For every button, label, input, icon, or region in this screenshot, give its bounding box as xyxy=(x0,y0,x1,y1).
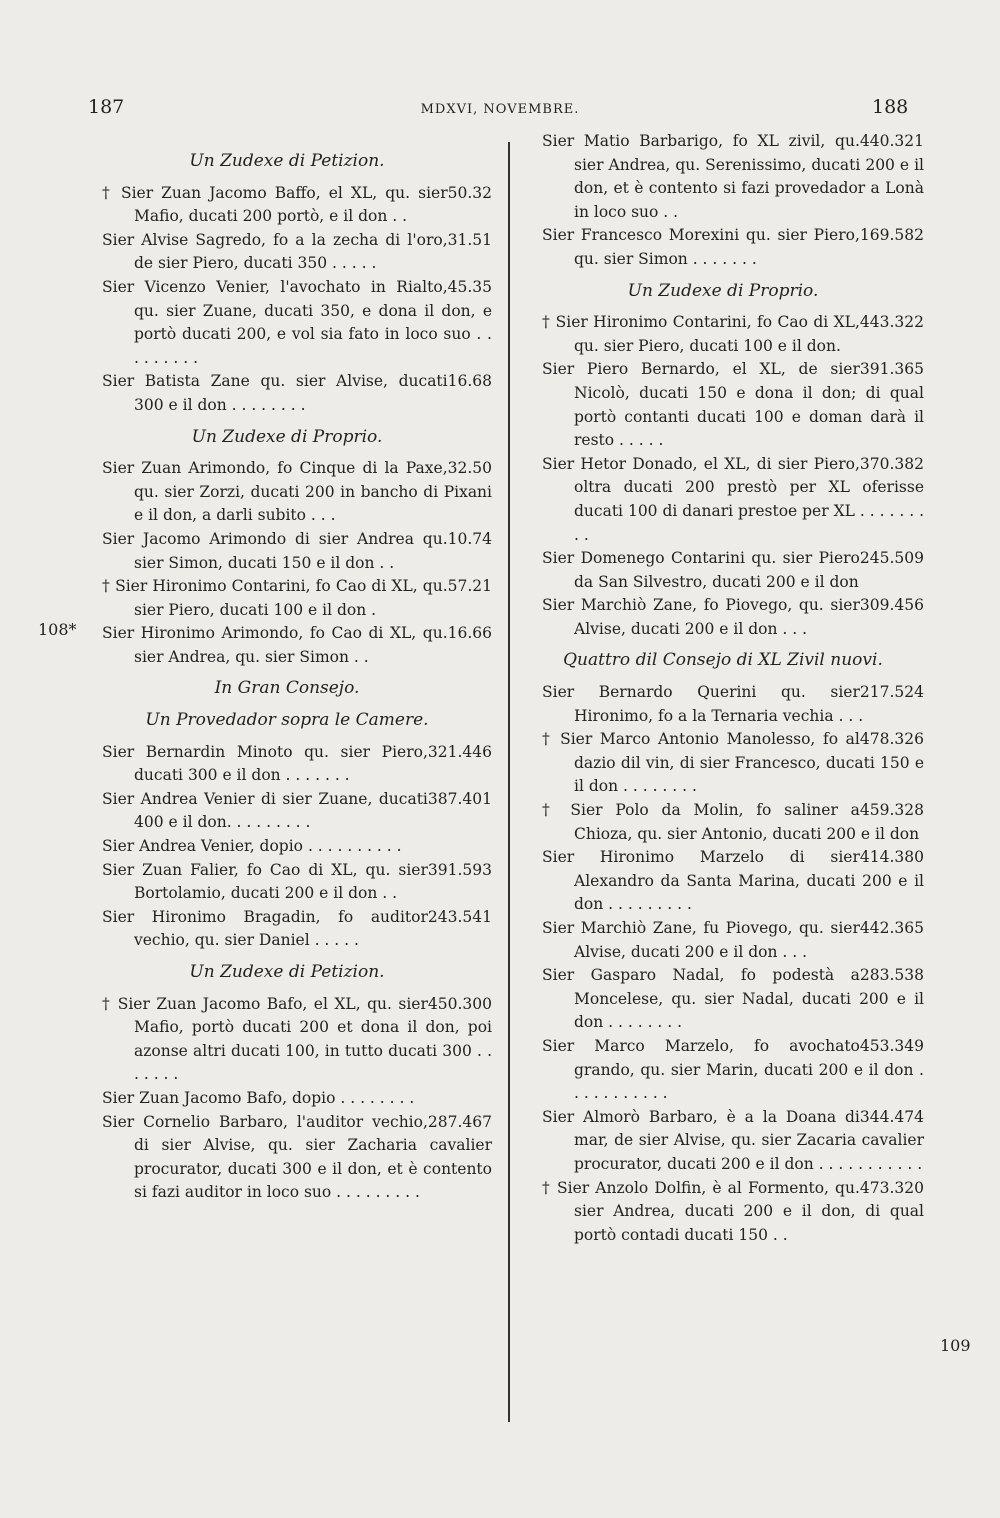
entry-text: Sier Matio Barbarigo, fo XL zivil, qu. sier Andrea, qu. Serenissimo, ducati 200 e il don, et è contento si fazi provedador a Lonà in loco suo . . xyxy=(542,132,924,221)
vote-count: 443.322 xyxy=(859,313,924,332)
election-entry xyxy=(522,799,924,846)
entry-text: Sier Piero Bernardo, el XL, de sier Nicolò, ducati 150 e dona il don; di qual portò contanti ducati 100 e doman darà il resto . . . . . xyxy=(542,360,924,450)
entry-text: Sier Jacomo Arimondo di sier Andrea qu. sier Simon, ducati 150 e il don . . xyxy=(102,529,448,572)
right-page-number: 188 xyxy=(872,96,909,118)
election-entry xyxy=(522,311,924,358)
entry-text: Sier Marco Marzelo, fo avochato grando, qu. sier Marin, ducati 200 e il don . . . . . . . . . . . xyxy=(542,1036,924,1103)
left-margin-ref: 108* xyxy=(38,620,77,639)
election-entry xyxy=(522,358,924,452)
entry-text: Sier Andrea Venier di sier Zuane, ducati 400 e il don. . . . . . . . . xyxy=(102,789,428,832)
election-entry xyxy=(82,370,492,417)
vote-count: 344.474 xyxy=(859,1107,924,1126)
election-entry xyxy=(82,788,492,835)
election-entry xyxy=(522,547,924,594)
section-heading: In Gran Consejo. xyxy=(214,678,360,699)
vote-count: 321.446 xyxy=(427,742,492,761)
election-entry xyxy=(82,457,492,528)
entry-text: † Sier Hironimo Contarini, fo Cao di XL, qu. sier Piero, ducati 100 e il don . xyxy=(102,577,448,619)
vote-count: 243.541 xyxy=(427,907,492,926)
election-entry xyxy=(522,728,924,799)
election-entry xyxy=(82,993,492,1087)
entry-text: Sier Domenego Contarini qu. sier Piero da San Silvestro, ducati 200 e il don xyxy=(542,549,860,591)
left-column xyxy=(82,142,492,1205)
election-entry xyxy=(522,964,924,1035)
vote-count: 10.74 xyxy=(447,529,492,548)
election-entry xyxy=(82,276,492,370)
vote-count: 32.50 xyxy=(447,459,492,478)
entry-text: Sier Bernardin Minoto qu. sier Piero, ducati 300 e il don . . . . . . . xyxy=(102,742,428,785)
entry-text: Sier Almorò Barbaro, è a la Doana di mar, de sier Alvise, qu. sier Zacaria cavalier procurator, ducati 200 e il don . . . . . . . . . . . xyxy=(542,1107,924,1173)
election-entry xyxy=(522,681,924,728)
vote-count: 16.66 xyxy=(447,624,492,643)
vote-count: 283.538 xyxy=(859,966,924,985)
entry-text: Sier Hironimo Arimondo, fo Cao di XL, qu. sier Andrea, qu. sier Simon . . xyxy=(102,624,448,666)
entry-text: † Sier Marco Antonio Manolesso, fo al dazio dil vin, di sier Francesco, ducati 150 e il don . . . . . . . . xyxy=(542,730,924,796)
left-page-number: 187 xyxy=(88,96,125,118)
entry-text: † Sier Zuan Jacomo Baffo, el XL, qu. sier Mafio, ducati 200 portò, e il don . . xyxy=(102,183,448,226)
vote-count: 245.509 xyxy=(859,549,924,568)
election-entry xyxy=(82,835,492,859)
entry-text: † Sier Polo da Molin, fo saliner a Chioza, qu. sier Antonio, ducati 200 e il don xyxy=(542,801,920,843)
entry-text: Sier Zuan Jacomo Bafo, dopio . . . . . . . . xyxy=(102,1088,415,1107)
vote-count: 391.593 xyxy=(427,860,492,879)
vote-count: 31.51 xyxy=(447,230,492,249)
vote-count: 478.326 xyxy=(859,730,924,749)
entry-text: Sier Zuan Falier, fo Cao di XL, qu. sier Bortolamio, ducati 200 e il don . . xyxy=(102,860,428,903)
election-entry xyxy=(82,229,492,276)
entry-text: † Sier Zuan Jacomo Bafo, el XL, qu. sier Mafio, portò ducati 200 et dona il don, poi azonse altri ducati 100, in tutto ducati 300 . . . . . . . xyxy=(102,994,492,1084)
entry-text: Sier Francesco Morexini qu. sier Piero, qu. sier Simon . . . . . . . xyxy=(542,226,860,268)
election-entry xyxy=(522,917,924,964)
vote-count: 169.582 xyxy=(859,226,924,245)
entry-text: Sier Batista Zane qu. sier Alvise, ducati 300 e il don . . . . . . . . xyxy=(102,372,448,414)
vote-count: 442.365 xyxy=(859,919,924,937)
election-entry xyxy=(82,575,492,622)
election-entry xyxy=(82,1087,492,1111)
entry-text: Sier Hironimo Marzelo di sier Alexandro da Santa Marina, ducati 200 e il don . . . . . . . . . xyxy=(542,848,924,914)
running-title: MDXVI, NOVEMBRE. xyxy=(420,102,580,117)
vote-count: 309.456 xyxy=(859,596,924,615)
vote-count: 45.35 xyxy=(447,277,492,296)
vote-count: 459.328 xyxy=(859,801,924,820)
entry-text: Sier Cornelio Barbaro, l'auditor vechio, di sier Alvise, qu. sier Zacharia cavalier procurator, ducati 300 e il don, et è contento si fazi auditor in loco suo . . . . . . . . . xyxy=(102,1112,492,1202)
vote-count: 370.382 xyxy=(859,454,924,473)
election-entry xyxy=(522,1106,924,1177)
vote-count: 414.380 xyxy=(859,848,924,867)
election-entry xyxy=(82,528,492,575)
vote-count: 387.401 xyxy=(427,789,492,808)
entry-text: † Sier Anzolo Dolfin, è al Formento, qu. sier Andrea, ducati 200 e il don, di qual portò contadi ducati 150 . . xyxy=(542,1178,924,1244)
right-margin-ref: 109 xyxy=(940,1336,971,1355)
vote-count: 50.32 xyxy=(447,183,492,202)
entry-text: Sier Marchiò Zane, fu Piovego, qu. sier Alvise, ducati 200 e il don . . . xyxy=(542,919,860,961)
election-entry xyxy=(522,594,924,641)
section-heading: Quattro dil Consejo di XL Zivil nuovi. xyxy=(563,650,883,671)
election-entry xyxy=(522,453,924,547)
election-entry xyxy=(522,1035,924,1106)
entry-text: Sier Gasparo Nadal, fo podestà a Moncelese, qu. sier Nadal, ducati 200 e il don . . . . . . . . xyxy=(542,966,924,1032)
entry-text: Sier Hetor Donado, el XL, di sier Piero, oltra ducati 200 prestò per XL oferisse ducati 100 di danari prestoe per XL . . . . . . . . . xyxy=(542,454,924,544)
election-entry xyxy=(522,224,924,271)
election-entry xyxy=(522,130,924,224)
vote-count: 57.21 xyxy=(447,577,492,596)
section-heading: Un Provedador sopra le Camere. xyxy=(145,710,429,731)
entry-text: Sier Andrea Venier, dopio . . . . . . . . . . xyxy=(102,837,402,856)
right-column xyxy=(522,130,924,1247)
vote-count: 391.365 xyxy=(859,360,924,379)
vote-count: 217.524 xyxy=(859,683,924,702)
section-heading: Un Zudexe di Petizion. xyxy=(189,151,385,171)
section-heading: Un Zudexe di Petizion. xyxy=(189,962,385,982)
election-entry xyxy=(522,1177,924,1248)
entry-text: Sier Alvise Sagredo, fo a la zecha di l'oro, de sier Piero, ducati 350 . . . . . xyxy=(102,230,448,273)
entry-text: † Sier Hironimo Contarini, fo Cao di XL, qu. sier Piero, ducati 100 e il don. xyxy=(542,313,860,355)
election-entry xyxy=(82,1111,492,1205)
vote-count: 287.467 xyxy=(427,1112,492,1131)
section-heading: Un Zudexe di Proprio. xyxy=(191,426,383,447)
entry-text: Sier Hironimo Bragadin, fo auditor vechio, qu. sier Daniel . . . . . xyxy=(102,907,428,950)
entry-text: Sier Vicenzo Venier, l'avochato in Rialto, qu. sier Zuane, ducati 350, e dona il don, e portò ducati 200, e vol sia fato in loco suo . . . . . . . . . xyxy=(102,277,492,367)
vote-count: 16.68 xyxy=(447,372,492,391)
election-entry xyxy=(82,622,492,669)
column-divider xyxy=(508,142,510,1422)
vote-count: 453.349 xyxy=(859,1036,924,1055)
entry-text: Sier Bernardo Querini qu. sier Hironimo, fo a la Ternaria vechia . . . xyxy=(542,683,864,725)
vote-count: 473.320 xyxy=(859,1178,924,1197)
entry-text: Sier Zuan Arimondo, fo Cinque di la Paxe, qu. sier Zorzi, ducati 200 in bancho di Pixani e il don, a darli subito . . . xyxy=(102,459,492,525)
entry-text: Sier Marchiò Zane, fo Piovego, qu. sier Alvise, ducati 200 e il don . . . xyxy=(542,596,860,638)
vote-count: 440.321 xyxy=(859,132,924,150)
election-entry xyxy=(82,906,492,953)
election-entry xyxy=(82,741,492,788)
vote-count: 450.300 xyxy=(427,994,492,1013)
section-heading: Un Zudexe di Proprio. xyxy=(627,280,819,301)
election-entry xyxy=(82,859,492,906)
election-entry xyxy=(82,182,492,229)
election-entry xyxy=(522,846,924,917)
